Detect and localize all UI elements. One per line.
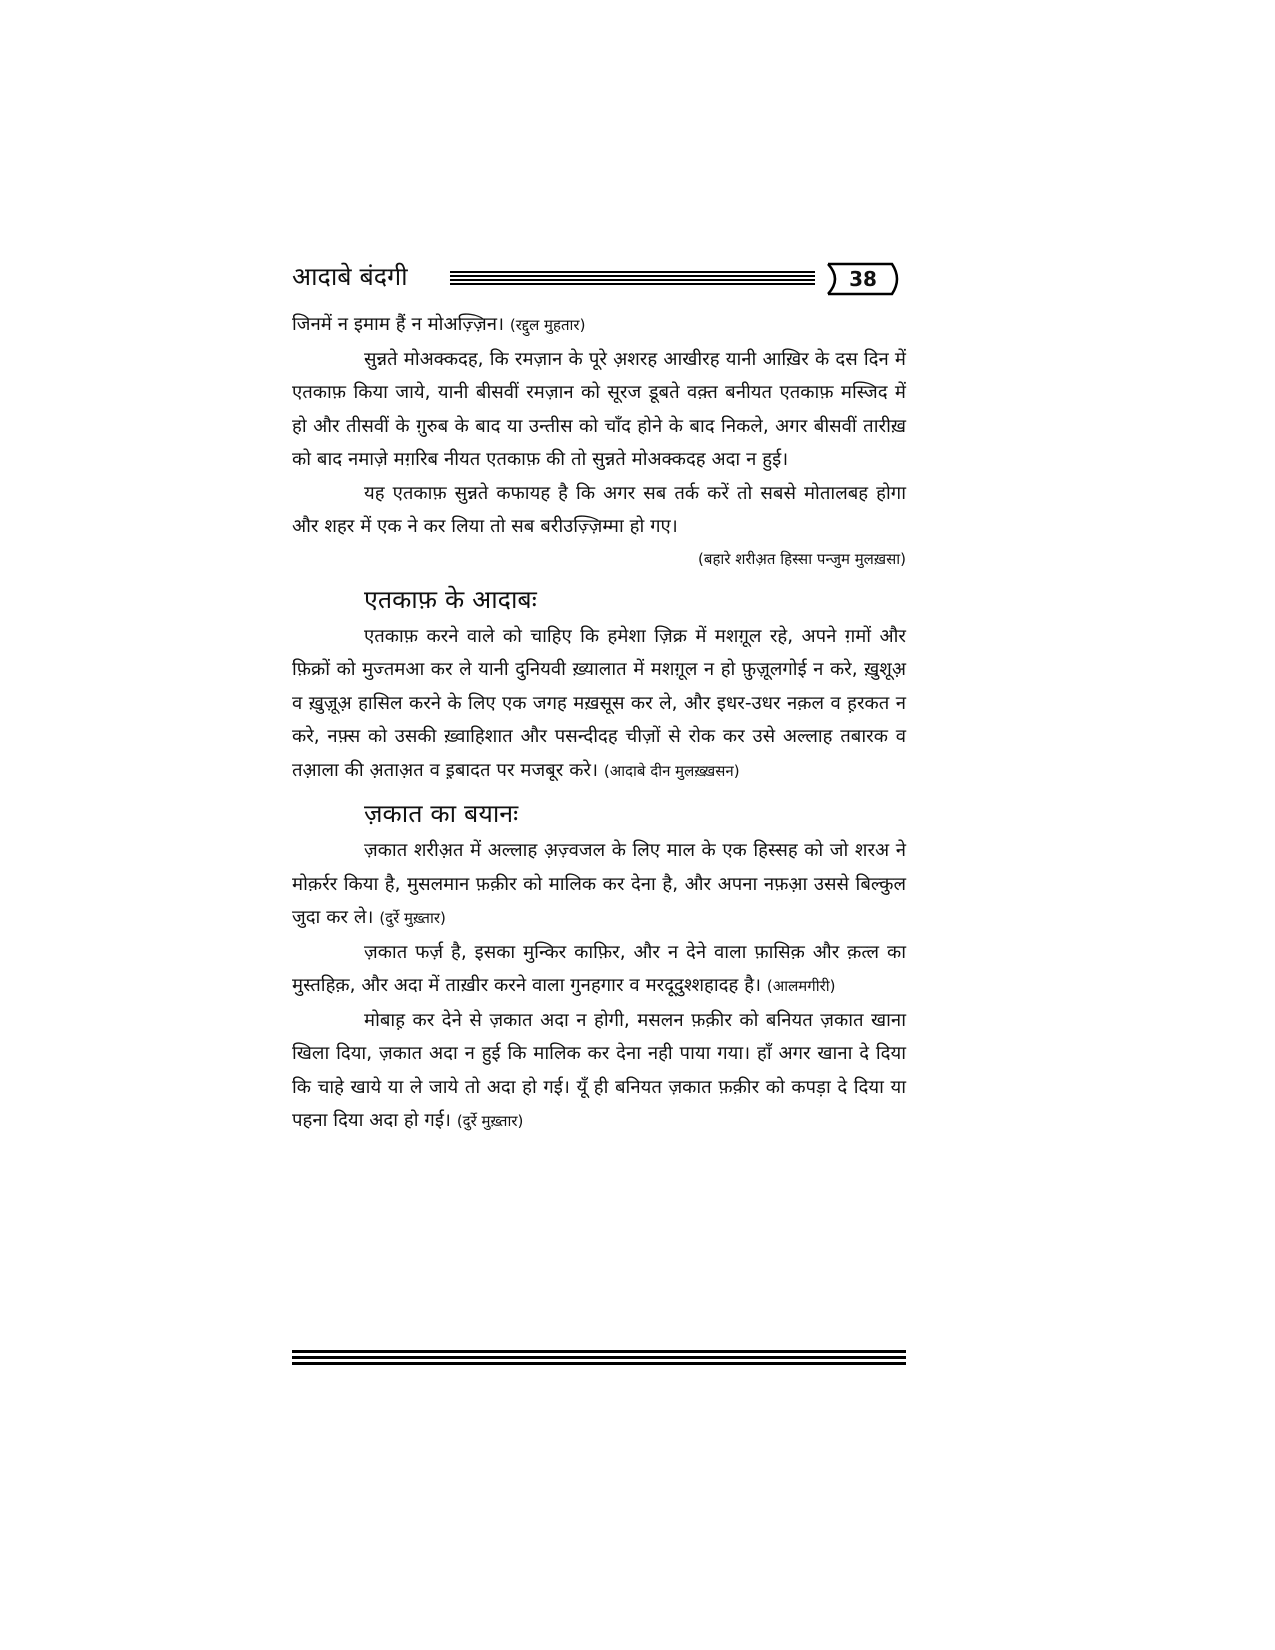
paragraph-kifayah: यह एतकाफ़ सुन्नते कफायह है कि अगर सब तर्क करें तो सबसे मोतालबह होगा और शहर में एक ने कर लिया तो सब बरीउज़्ज़िम्मा हो गए।	[292, 482, 906, 537]
paragraph-zakat-definition	[292, 834, 906, 936]
paragraph-text: जिनमें न इमाम हैं न मोअज़्ज़िन।	[292, 314, 504, 335]
paragraph-text: ज़कात शरीअ़त में अल्लाह अ़ज़्वजल के लिए माल के एक हिस्सह को जो शरअ ने मोक़र्रर किया है, मुसलमान फ़क़ीर को मालिक कर देना है, और अपना नफ़आ़ उससे बिल्कुल जुदा कर ले।	[292, 840, 906, 928]
paragraph-text: एतकाफ़ करने वाले को चाहिए कि हमेशा ज़िक्र में मशग़ूल रहे, अपने ग़मों और फ़िक्रों को मुज्तमआ कर ले यानी दुनियवी ख़्यालात में मशग़ूल न हो फ़ुज़ूलगोई न करे, ख़ुशूअ़ व ख़ुज़ूअ़ हासिल करने के लिए एक जगह मख़सूस कर ले, और इधर-उधर नक़ल व ह़रकत न करे, नफ़्स को उसकी ख़्वाहिशात और पसन्दीदह चीज़ों से रोक कर उसे अल्लाह तबारक व तआ़ला की अ़ताअ़त व इ़बादत पर मजबूर करे।	[292, 625, 906, 781]
citation: (बहारे शरीअ़त हिस्सा पन्जुम मुलख़सा)	[698, 549, 906, 568]
running-title: आदाबे बंदगी	[292, 262, 408, 291]
book-page	[292, 262, 906, 1392]
paragraph-zakat-mobah	[292, 1004, 906, 1139]
citation: (दुर्रे मुख़्तार)	[456, 1112, 524, 1130]
paragraph-zakat-farz	[292, 936, 906, 1004]
paragraph-text: ज़कात फर्ज़ है, इसका मुन्किर काफ़िर, और न देने वाला फ़ासिक़ और क़त्ल का मुस्तहिक़, और अदा में ताख़ीर करने वाला गुनहगार व मरदूदुश्शहादह है।	[292, 941, 906, 996]
paragraph-text: मोबाह़ कर देने से ज़कात अदा न होगी, मसलन फ़क़ीर को बनियत ज़कात खाना खिला दिया, ज़कात अदा न हुई कि मालिक कर देना नही पाया गया। हाँ अगर खाना दे दिया कि चाहे खाये या ले जाये तो अदा हो गई। यूँ ही बनियत ज़कात फ़क़ीर को कपड़ा दे दिया या पहना दिया अदा हो गई।	[292, 1009, 906, 1131]
paragraph-etikaf-adaab	[292, 620, 906, 789]
citation: (आलमगीरी)	[766, 977, 836, 995]
paragraph-sunnat: सुन्नते मोअक्कदह, कि रमज़ान के पूरे अ़शरह आखीरह यानी आख़िर के दस दिन में एतकाफ़ किया जाये, यानी बीसवीं रमज़ान को सूरज डूबते वक़्त बनीयत एतकाफ़ मस्जिद में हो और तीसवीं के ग़ुरुब के बाद या उन्तीस को चाँद होने के बाद निकले, अगर बीसवीं तारीख़ को बाद नमाज़े मग़रिब नीयत एतकाफ़ की तो सुन्नते मोअक्कदह अदा न हुई।	[292, 348, 906, 470]
page-number-tab	[822, 262, 904, 296]
citation: (दुर्रे मुख़्तार)	[379, 909, 446, 927]
page-header	[292, 262, 906, 304]
body-text	[292, 308, 906, 1139]
paragraph-continuation	[292, 308, 906, 343]
citation: (आदाबे दीन मुलख़्ख़सन)	[603, 761, 740, 780]
section-heading-zakat: ज़कात का बयानः	[364, 799, 519, 828]
citation: (रद्दुल मुहतार)	[509, 316, 586, 334]
header-rule	[450, 271, 815, 291]
section-heading-etikaf: एतकाफ़ के आदाबः	[364, 584, 537, 614]
page-number: 38	[849, 267, 877, 291]
footer-rule	[292, 1350, 906, 1368]
